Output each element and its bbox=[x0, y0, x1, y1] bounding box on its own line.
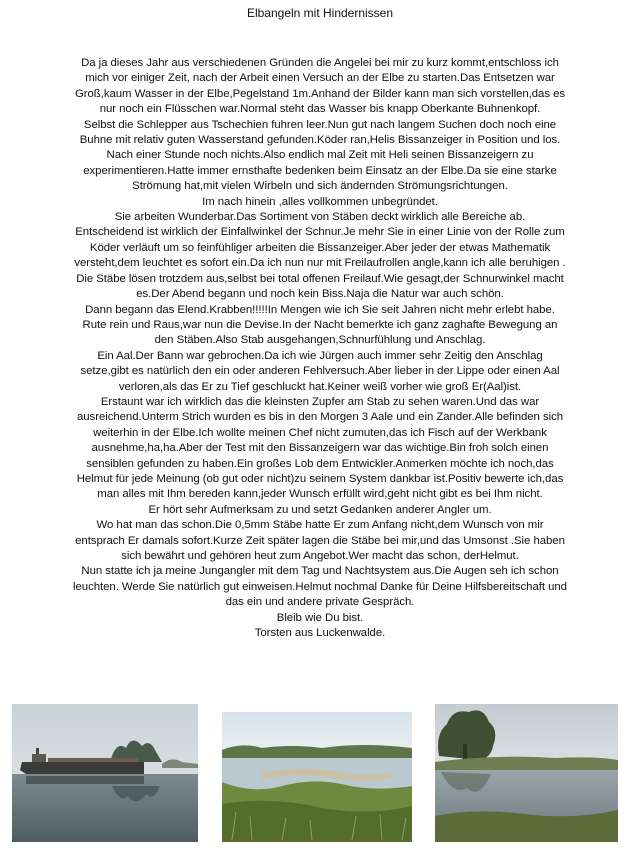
body-line: versteht,dem leuchtet es sofort ein.Da ich nun nur mit Freilaufrollen angle,kann ich alle beruhigen . bbox=[74, 257, 566, 270]
body-line: Torsten aus Luckenwalde. bbox=[254, 627, 386, 640]
body-line: Dann begann das Elend.Krabben!!!!!In Mengen wie ich Sie seit Jahren nicht mehr erlebt habe. bbox=[85, 303, 555, 316]
body-line: es.Der Abend begann und noch kein Biss.Naja die Natur war auch schön. bbox=[136, 288, 504, 301]
body-line: Selbst die Schlepper aus Tschechien fuhren leer.Nun gut nach langem Suchen doch noch eine bbox=[83, 118, 557, 131]
body-line: Bleib wie Du bist. bbox=[276, 611, 364, 624]
body-line: den Stäben.Also Stab ausgehangen,Schnurfühlung und Anschlag. bbox=[154, 334, 486, 347]
body-line: Rute rein und Raus,war nun die Devise.In der Nacht bemerkte ich ganz zaghafte Bewegung an bbox=[82, 318, 558, 331]
body-line: Nach einer Stunde noch nichts.Also endlich mal Zeit mit Heli seinen Bissanzeigern zu bbox=[106, 149, 534, 162]
body-line: weiterhin in der Elbe.Ich wollte meinen Chef nicht zumuten,das ich Fisch auf der Werkbank bbox=[93, 426, 547, 439]
body-line: leuchten. Werde Sie natürlich gut einweisen.Helmut nochmal Danke für Deine Hilfsbereitschaft und bbox=[73, 580, 567, 593]
body-line: das ein und andere private Gespräch. bbox=[225, 596, 415, 609]
body-line: Ein Aal.Der Bann war gebrochen.Da ich wie Jürgen auch immer sehr Zeitig den Anschlag bbox=[97, 349, 543, 362]
body-line: Die Stäbe lösen trotzdem aus,selbst bei total offenen Freilauf.Wie gesagt,der Schnurwinkel macht bbox=[76, 272, 564, 285]
body-line: Köder verläuft um so feinfühliger arbeiten die Bissanzeiger.Aber jeder der etwas Mathematik bbox=[89, 241, 551, 254]
body-line: Erstaunt war ich wirklich das die kleinsten Zupfer am Stab zu sehen waren.Und das war bbox=[100, 395, 540, 408]
body-line: nur noch ein Flüsschen war.Normal steht das Wasser bis knapp Oberkante Buhnenkopf. bbox=[99, 103, 541, 116]
body-line: ausnehme,ha,ha.Aber der Test mit den Bissanzeigern war das wichtige.Bin froh solch einen bbox=[91, 442, 549, 455]
body-line: man alles mit Ihm bereden kann,jeder Wunsch erfüllt wird,geht nicht gibt es bei Ihm nicht. bbox=[97, 488, 543, 501]
body-line: ausreichend.Unterm Strich wurden es bis in den Morgen 3 Aale und ein Zander.Alle befinden sich bbox=[76, 411, 564, 424]
river-bank-grass-photo bbox=[222, 712, 412, 842]
body-line: sensiblen gefunden zu haben.Ein großes Lob dem Entwickler.Anmerken möchte ich noch,das bbox=[86, 457, 554, 470]
body-line: experimentieren.Hatte immer ernsthafte bedenken beim Einsatz an der Elbe.Da sie eine starke bbox=[83, 164, 557, 177]
document-title: Elbangeln mit Hindernissen bbox=[246, 6, 394, 20]
body-line: Er hört sehr Aufmerksam zu und setzt Gedanken anderer Angler um. bbox=[148, 503, 492, 516]
body-line: mich vor einiger Zeit, nach der Arbeit einen Versuch an der Elbe zu starten.Das Entsetzen war bbox=[85, 72, 555, 85]
body-line: Entscheidend ist wirklich der Einfallwinkel der Schnur.Je mehr Sie in einer Linie von der Rolle zum bbox=[75, 226, 565, 239]
body-line: Sie arbeiten Wunderbar.Das Sortiment von Stäben deckt wirklich alle Bereiche ab. bbox=[114, 211, 526, 224]
body-line: entsprach Er damals sofort.Kurze Zeit später lagen die Stäbe bei mir,und das Umsonst .Sie haben bbox=[75, 534, 565, 547]
body-line: Da ja dieses Jahr aus verschiedenen Gründen die Angelei bei mir zu kurz kommt,entschloss ich bbox=[81, 57, 559, 69]
article-body bbox=[8, 56, 632, 641]
body-line: Im nach hinein ,alles vollkommen unbegründet. bbox=[202, 195, 438, 208]
barge-on-river-photo bbox=[12, 704, 198, 842]
body-line: Buhne mit relativ guten Wasserstand gefunden.Köder ran,Helis Bissanzeiger in Position und los. bbox=[79, 134, 561, 147]
body-line: setze,gibt es natürlich den ein oder anderen Fehlversuch.Aber lieber in der Lippe oder einen Aal bbox=[80, 365, 560, 378]
body-line: sich bewährt und gehören heut zum Angebot.Wer macht das schon, derHelmut. bbox=[121, 550, 519, 562]
body-line: verloren,als das Er zu Tief geschluckt hat.Keiner weiß vorher wie groß Er(Aal)ist. bbox=[118, 380, 522, 393]
body-line: Wo hat man das schon.Die 0,5mm Stäbe hatte Er zum Anfang nicht,dem Wunsch von mir bbox=[96, 519, 544, 532]
river-with-tree-photo bbox=[435, 704, 618, 842]
body-line: Groß,kaum Wasser in der Elbe,Pegelstand 1m.Anhand der Bilder kann man sich vorstellen,das es bbox=[74, 87, 566, 100]
body-line: Nun statte ich ja meine Jungangler mit dem Tag und Nachtsystem aus.Die Augen seh ich schon bbox=[81, 565, 559, 578]
body-line: Helmut für jede Meinung (ob gut oder nicht)zu seinem System dankbar ist.Positiv bewerte ich,das bbox=[76, 472, 564, 485]
photo-strip bbox=[0, 700, 640, 848]
body-line: Strömung hat,mit vielen Wirbeln und sich ändernden Strömungsrichtungen. bbox=[132, 180, 508, 193]
